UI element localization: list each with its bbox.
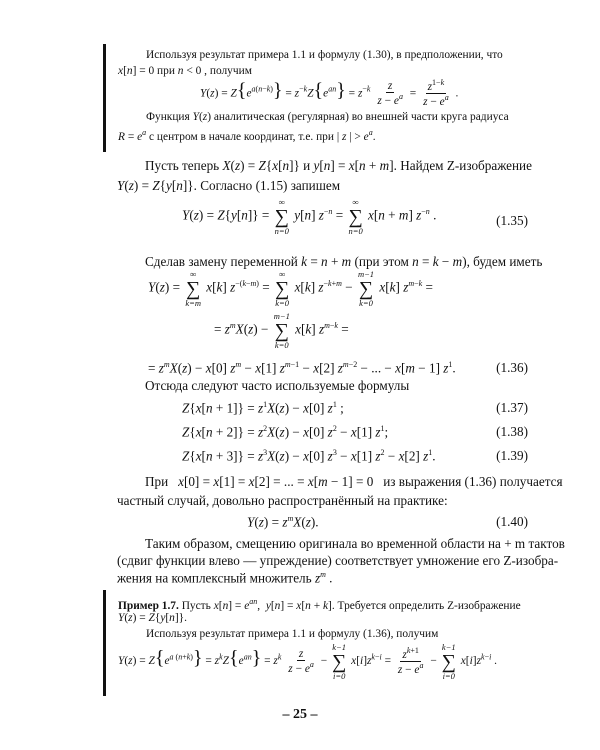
para-conclusion-line2: (сдвиг функции влево — упреждение) соответствует умножение его Z-изобра-	[117, 553, 559, 568]
remark-intro: Используя результат примера 1.1 и формулу (1.30), в предположении, что	[146, 49, 503, 61]
para-substitution: Сделав замену переменной k = n + m (при этом n = k − m), будем иметь	[145, 254, 543, 269]
para-zero-line2: частный случай, довольно распространённый на практике:	[117, 493, 448, 508]
formula-1-37: $Z\{x[n + 1]\} = z^1X(z) - x[0]$ $z^1$ ;	[182, 400, 344, 416]
example-1-7-title: Пример 1.7.	[118, 599, 179, 612]
eq-number-1-39: (1.39)	[496, 448, 528, 463]
remark-condition: x[n] = 0 при n < 0 , получим	[118, 65, 252, 77]
example-1-7-line3: Используя результат примера 1.1 и формулу (1.36), получим	[146, 628, 439, 640]
eq-number-1-35: (1.35)	[496, 213, 528, 228]
example-1-7-formula: $Y(z) = Z\{e^{a (n+k)}\} = z^kZ\{e^{an}\} = z^k$ $\frac{z}{z - e^a}$ − k−1 ∑ i=0 $x[i]z^{k-i}$ = $\frac{z^{k+1}}{z - e^a}$ − k−1 ∑ i=0 $x[i]z^{k-i}$ .	[118, 642, 498, 681]
para-zero-line1: При x[0] = x[1] = x[2] = ... = x[m − 1] = 0 из выражения (1.36) получается	[145, 474, 563, 489]
formula-1-39: $Z\{x[n + 3]\} = z^3X(z) - x[0] z^3 - x[1] z^2 - x[2]$ $z^1$.	[182, 448, 436, 464]
eq-number-1-40: (1.40)	[496, 514, 528, 529]
remark-formula: $Y(z) = Z\{e^{a(n-k)}\} = z^{-k}Z\{e^{an}\} = z^{-k}$ $\frac{z}{z - e^a}$ = $\frac{z^{1-k}}{z - e^a}$ .	[200, 78, 459, 109]
remark-function: Функция Y(z) аналитическая (регулярная) во внешней части круга радиуса	[146, 111, 509, 123]
formula-1-35: Y(z) = Z{y[n]} = ∞ ∑ n=0 y[n] $z^{-n}$ = ∞ ∑ n=0 x[n + m] $z^{-n}$ .	[182, 197, 437, 236]
page-number: – 25 –	[282, 707, 318, 722]
formula-1-38: $Z\{x[n + 2]\} = z^2X(z) - x[0] z^2 - x[1]$ $z^1$;	[182, 424, 389, 440]
formula-1-36-line2: = $z^mX(z)$ − m−1 ∑ k=0 x[k] $z^{m-k}$ =	[214, 311, 349, 350]
eq-number-1-36: (1.36)	[496, 360, 528, 375]
eq-number-1-38: (1.38)	[496, 424, 528, 439]
formula-1-40: $Y(z) = z^mX(z)$.	[247, 514, 319, 530]
example-1-7-line2: Y(z) = Z{y[n]}.	[118, 612, 187, 624]
remark-radius: $R = e^a$ с центром в начале координат, т.е. при | z | > $e^a$.	[118, 128, 376, 143]
formula-1-36-line3: = $z^mX(z) - x[0] z^m - x[1] z^{m-1} - x[2] z^{m-2}$ − ... − x[m − 1] $z^1$.	[148, 360, 456, 376]
example-1-7-line1: Пример 1.7. Пусть $x[n] = e^{an}$, y[n] = x[n + k]. Требуется определить Z-изображение	[118, 597, 521, 612]
para-shift-line2: Y(z) = Z{y[n]}. Согласно (1.15) запишем	[117, 178, 341, 193]
formula-1-36-line1: Y(z) = ∞ ∑ k=m x[k] $z^{-(k-m)}$ = ∞ ∑ k=0 x[k] $z^{-k+m}$ − m−1 ∑ k=0 x[k] $z^{m-k}$ =	[148, 269, 433, 308]
para-conclusion-line3: жения на комплексный множитель $z^m$ .	[117, 570, 333, 586]
para-conclusion-line1: Таким образом, смещению оригинала во временной области на + m тактов	[145, 536, 565, 551]
para-shift-line1: Пусть теперь X(z) = Z{x[n]} и y[n] = x[n + m]. Найдем Z-изображение	[145, 158, 532, 173]
para-formulas: Отсюда следуют часто используемые формулы	[145, 378, 410, 393]
eq-number-1-37: (1.37)	[496, 400, 528, 415]
